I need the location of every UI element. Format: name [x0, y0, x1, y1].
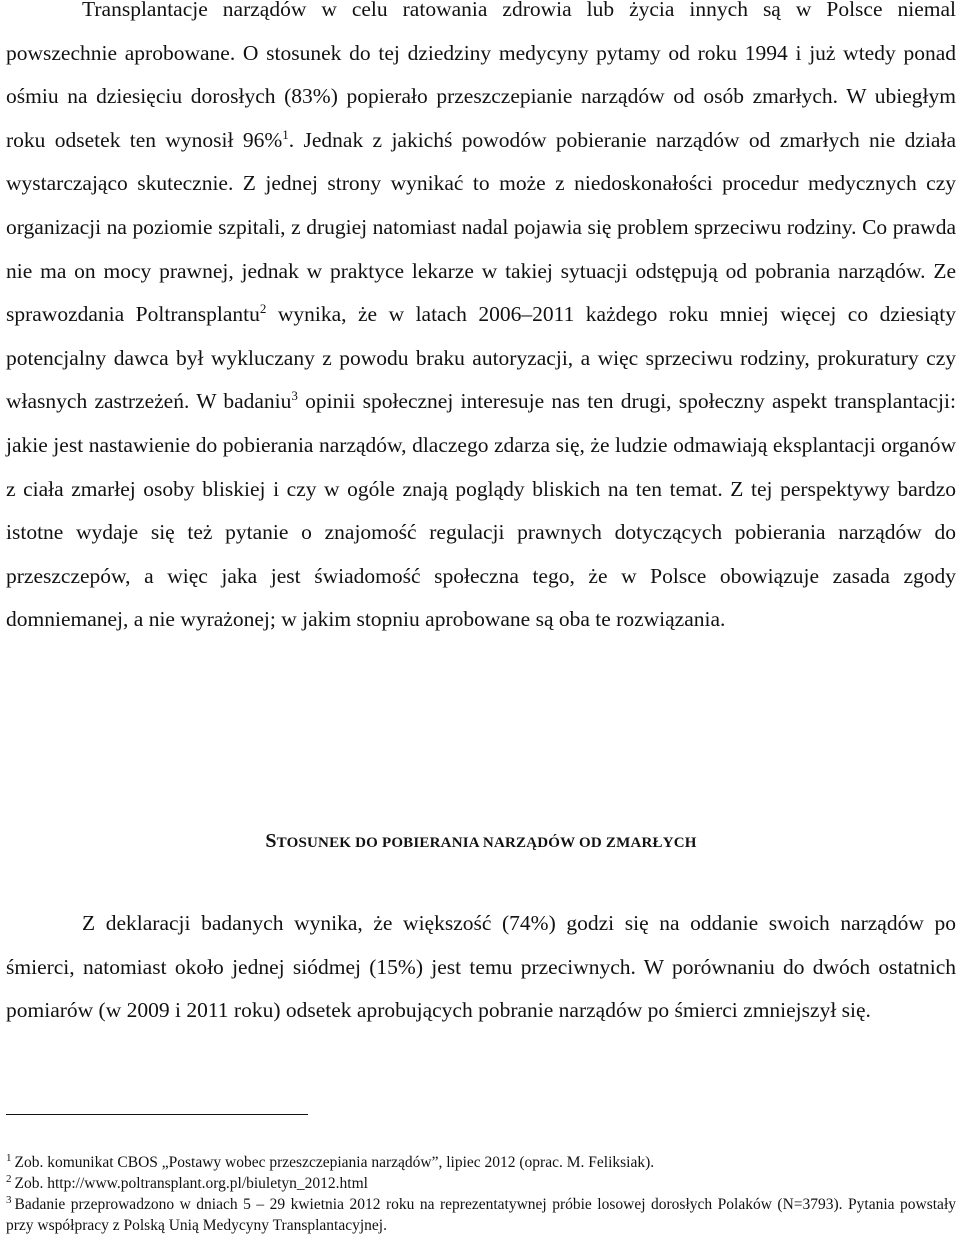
paragraph-1-text-c: wynika, że w latach 2006–2011 każdego roku mniej więcej co dziesiąty potencjalny dawca był wykluczany z powodu braku autoryzacji, a więc sprzeciwu rodziny, prokuratury czy własnych zastrzeżeń. W badaniu [6, 302, 956, 414]
section-heading-rest: TOSUNEK DO POBIERANIA NARZĄDÓW OD ZMARŁYCH [276, 835, 697, 851]
footnote-number: 3 [6, 1193, 12, 1206]
footnote-3 [6, 1194, 956, 1236]
paragraph-1-text-d: opinii społecznej interesuje nas ten drugi, społeczny aspekt transplantacji: jakie jest nastawienie do pobierania narządów, dlaczego zdarza się, że ludzie odmawiają eksplantacji organów z ciała zmarłej osoby bliskiej i czy w ogóle znają poglądy bliskich na ten temat. Z tej perspektywy bardzo istotne wydaje się też pytanie o znajomość regulacji prawnych dotyczących pobierania narządów do przeszczepów, a więc jaka jest świadomość społeczna tego, że w Polsce obowiązuje zasada zgody domniemanej, a nie wyrażonej; w jakim stopniu aprobowane są oba te rozwiązania. [6, 389, 956, 632]
footnote-text: Badanie przeprowadzono w dniach 5 – 29 kwietnia 2012 roku na reprezentatywnej próbie losowej dorosłych Polaków (N=3793). Pytania powstały przy współpracy z Polską Unią Medycyny Transplantacyjnej. [6, 1196, 956, 1234]
footnote-number: 1 [6, 1151, 12, 1164]
footnote-ref-1: 1 [282, 126, 289, 142]
footnote-ref-3: 3 [291, 388, 298, 404]
paragraph-1-text-b: . Jednak z jakichś powodów pobieranie narządów od zmarłych nie działa wystarczająco skutecznie. Z jednej strony wynikać to może z niedoskonałości procedur medycznych czy organizacji na poziomie szpitali, z drugiej natomiast nadal pojawia się problem sprzeciwu rodziny. Co prawda nie ma on mocy prawnej, jednak w praktyce lekarze w takiej sytuacji odstępują od pobrania narządów. Ze sprawozdania Poltransplantu [6, 127, 956, 327]
footnote-separator [6, 1114, 308, 1115]
footnote-2 [6, 1173, 956, 1194]
footnote-1 [6, 1152, 956, 1173]
footnote-ref-2: 2 [259, 301, 267, 316]
footnote-text: Zob. komunikat CBOS „Postawy wobec przeszczepiania narządów”, lipiec 2012 (oprac. M. Feliksiak). [14, 1154, 655, 1171]
section-heading [6, 830, 956, 853]
body-paragraph-2: Z deklaracji badanych wynika, że większość (74%) godzi się na oddanie swoich narządów po śmierci, natomiast około jednej siódmej (15%) jest temu przeciwnych. W porównaniu do dwóch ostatnich pomiarów (w 2009 i 2011 roku) odsetek aprobujących pobranie narządów po śmierci zmniejszył się. [6, 911, 956, 1023]
body-paragraph-1 [6, 0, 956, 642]
paragraph-1-text-a: Transplantacje narządów w celu ratowania zdrowia lub życia innych są w Polsce niemal powszechnie aprobowane. O stosunek do tej dziedziny medycyny pytamy od roku 1994 i już wtedy ponad ośmiu na dziesięciu dorosłych (83%) popierało przeszczepianie narządów od osób zmarłych. W ubiegłym roku odsetek ten wynosił 96% [6, 0, 956, 152]
footnotes [6, 1152, 956, 1236]
section-heading-initial: S [265, 830, 277, 852]
footnote-text: Zob. http://www.poltransplant.org.pl/biuletyn_2012.html [14, 1175, 368, 1192]
footnote-number: 2 [6, 1172, 12, 1185]
